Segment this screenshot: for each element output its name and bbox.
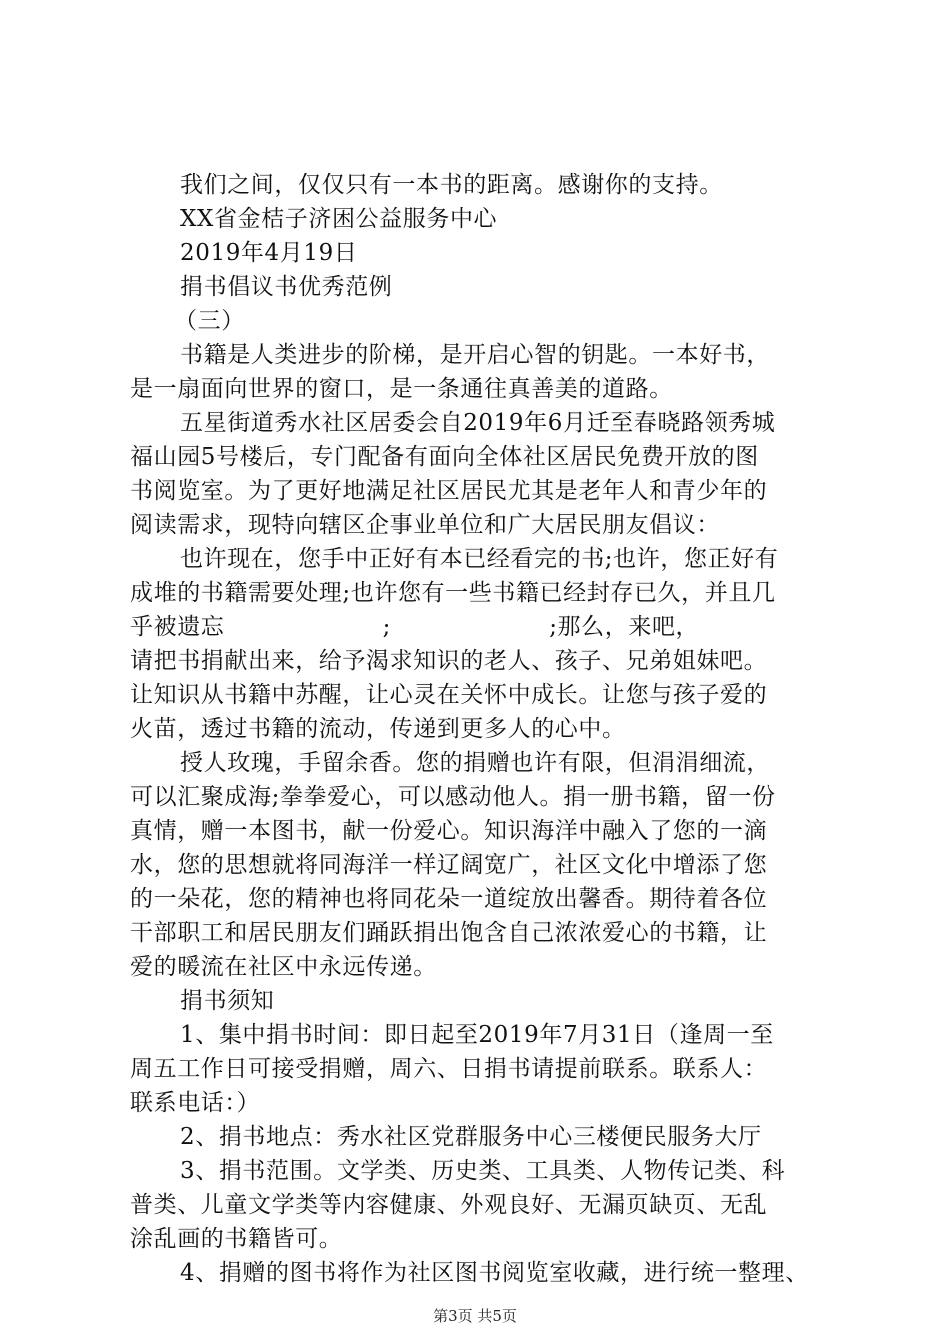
document-body [130, 168, 830, 1290]
text-line: 2019年4月19日 [180, 240, 358, 266]
section-heading: 捐书须知 [180, 988, 275, 1014]
text-line: 成堆的书籍需要处理;也许您有一些书籍已经封存已久，并且几 [130, 580, 776, 606]
text-line: 的一朵花，您的精神也将同花朵一道绽放出馨香。期待着各位 [130, 886, 768, 912]
text-line: 也许现在，您手中正好有本已经看完的书;也许，您正好有 [180, 546, 779, 572]
text-line: 火苗，透过书籍的流动，传递到更多人的心中。 [130, 716, 626, 742]
text-line: 可以汇聚成海;拳拳爱心，可以感动他人。捐一册书籍，留一份 [130, 784, 776, 810]
text-line: 阅读需求，现特向辖区企事业单位和广大居民朋友倡议： [130, 512, 720, 538]
text-line: 是一扇面向世界的窗口，是一条通往真善美的道路。 [130, 376, 673, 402]
text-line: 爱的暖流在社区中永远传递。 [130, 954, 437, 980]
text-line: XX省金桔子济困公益服务中心 [180, 206, 498, 232]
text-line: 普类、儿童文学类等内容健康、外观良好、无漏页缺页、无乱 [130, 1192, 768, 1218]
text-line: 书籍是人类进步的阶梯，是开启心智的钥匙。一本好书， [180, 342, 770, 368]
text-line: 涂乱画的书籍皆可。 [130, 1226, 343, 1252]
text-line: 水，您的思想就将同海洋一样辽阔宽广，社区文化中增添了您 [130, 852, 768, 878]
text-line: 请把书捐献出来，给予渴求知识的老人、孩子、兄弟姐妹吧。 [130, 648, 768, 674]
text-line: 乎被遗忘 ; ;那么，来吧， [130, 614, 700, 640]
text-line: 真情，赠一本图书，献一份爱心。知识海洋中融入了您的一滴 [130, 818, 768, 844]
text-line: 福山园5号楼后，专门配备有面向全体社区居民免费开放的图 [130, 444, 759, 470]
text-line: 我们之间，仅仅只有一本书的距离。感谢你的支持。 [180, 172, 723, 198]
text-line: 让知识从书籍中苏醒，让心灵在关怀中成长。让您与孩子爱的 [130, 682, 768, 708]
section-number: （三） [174, 308, 245, 334]
text-line: 书阅览室。为了更好地满足社区居民尤其是老年人和青少年的 [130, 478, 768, 504]
text-line: 2、捐书地点：秀水社区党群服务中心三楼便民服务大厅 [180, 1124, 762, 1150]
text-line: 周五工作日可接受捐赠，周六、日捐书请提前联系。联系人： [130, 1056, 768, 1082]
page-number-footer: 第3页 共5页 [433, 1307, 517, 1325]
text-line: 联系电话：） [130, 1090, 261, 1116]
text-line: 干部职工和居民朋友们踊跃捐出饱含自己浓浓爱心的书籍，让 [130, 920, 768, 946]
text-line: 3、捐书范围。文学类、历史类、工具类、人物传记类、科 [180, 1158, 786, 1184]
text-line: 4、捐赠的图书将作为社区图书阅览室收藏，进行统一整理、 [180, 1260, 809, 1286]
text-line: 五星街道秀水社区居委会自2019年6月迁至春晓路领秀城 [180, 410, 776, 436]
section-heading: 捐书倡议书优秀范例 [180, 274, 393, 300]
text-line: 1、集中捐书时间：即日起至2019年7月31日（逢周一至 [180, 1022, 774, 1048]
text-line: 授人玫瑰，手留余香。您的捐赠也许有限，但涓涓细流， [180, 750, 770, 776]
